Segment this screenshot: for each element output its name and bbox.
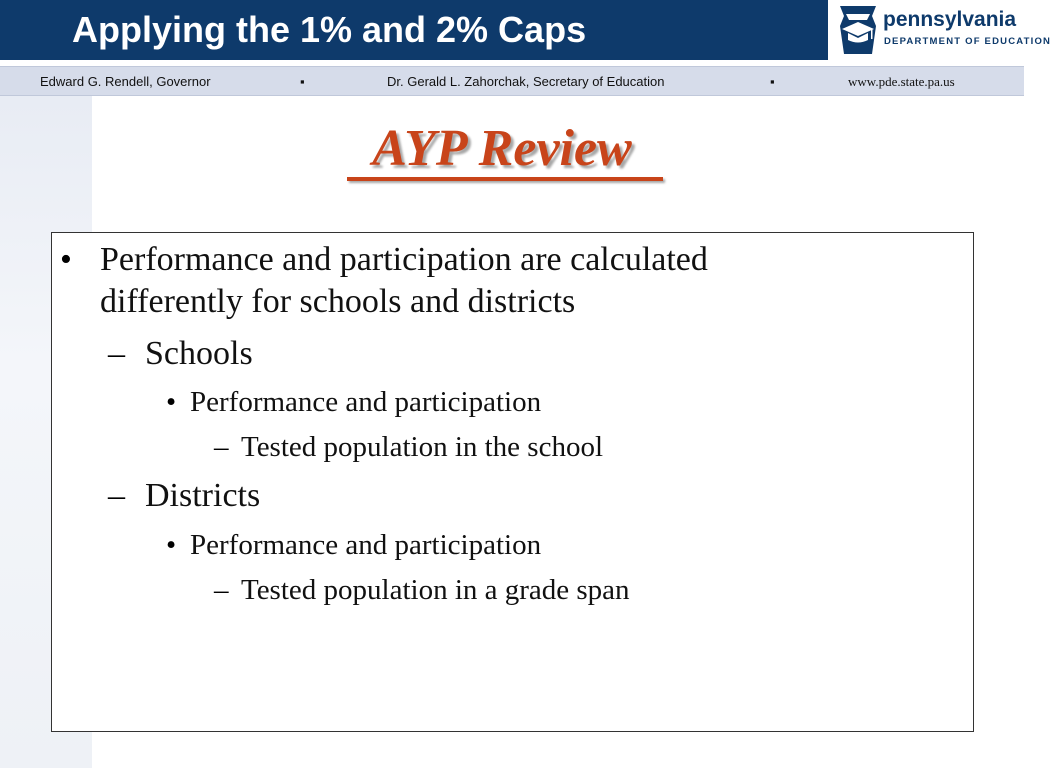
- sub-bullet-text: Schools: [145, 335, 253, 372]
- keystone-logo-icon: [836, 4, 880, 56]
- dash-marker: –: [214, 574, 229, 606]
- separator-bullet: ▪: [770, 74, 775, 89]
- bullet-text: differently for schools and districts: [100, 283, 576, 320]
- detail-text: Tested population in the school: [241, 431, 604, 463]
- separator-bullet: ▪: [300, 74, 305, 89]
- logo-name: pennsylvania: [883, 8, 1017, 31]
- detail-text: Tested population in a grade span: [241, 574, 630, 606]
- sub-bullet-text: Districts: [145, 477, 261, 514]
- content-box: [51, 232, 974, 732]
- dash-marker: –: [108, 477, 125, 514]
- bullet-marker: •: [60, 241, 72, 278]
- sub-sub-bullet-text: Performance and participation: [190, 386, 542, 418]
- secretary-label: Dr. Gerald L. Zahorchak, Secretary of Education: [387, 74, 665, 89]
- title-underline: [347, 177, 663, 181]
- bullet-marker: •: [166, 529, 177, 561]
- governor-label: Edward G. Rendell, Governor: [40, 74, 211, 89]
- dash-marker: –: [108, 335, 125, 372]
- info-bar: [0, 66, 1024, 96]
- sub-sub-bullet-text: Performance and participation: [190, 529, 542, 561]
- logo-department: DEPARTMENT OF EDUCATION: [884, 36, 1051, 47]
- dash-marker: –: [214, 431, 229, 463]
- bullet-marker: •: [166, 386, 177, 418]
- presentation-title: Applying the 1% and 2% Caps: [72, 9, 587, 50]
- bullet-text: Performance and participation are calculated: [100, 241, 708, 278]
- slide-title: AYP Review: [372, 120, 632, 177]
- website-link[interactable]: www.pde.state.pa.us: [848, 74, 955, 89]
